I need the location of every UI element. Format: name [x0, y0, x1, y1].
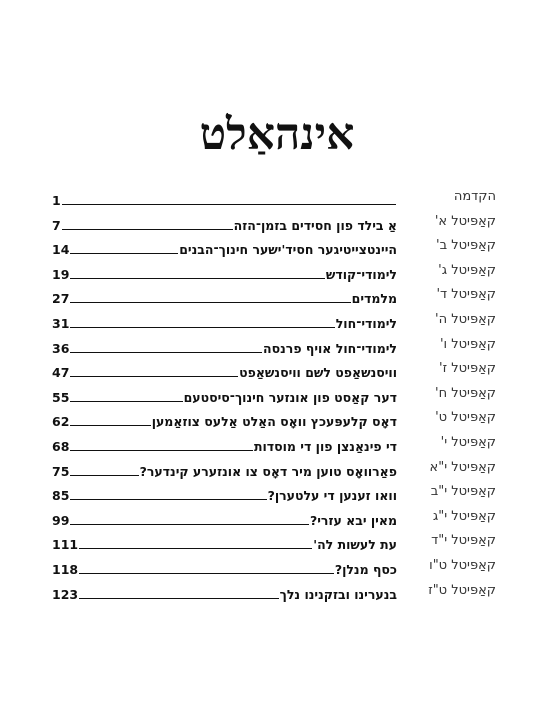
toc-entry-title: מלמדים: [351, 291, 397, 307]
toc-entry: [52, 386, 397, 406]
toc-row: [0, 238, 554, 258]
toc-leader-line: [70, 302, 350, 303]
toc-chapter-label: קאַפּיטל ט': [435, 410, 496, 426]
toc-page-number: 14: [52, 242, 70, 258]
toc-leader-line: [79, 598, 279, 599]
toc-leader-line: [79, 573, 334, 574]
toc-entry-title: לימודי־חול אויף פרנסה: [263, 340, 397, 356]
toc-entry-title: וויסנשאַפט לשם וויסנשאַפט: [239, 365, 397, 381]
toc-chapter-label: קאַפּיטל י"ב: [430, 484, 496, 500]
toc-entry-title: מאין יבא עזרי?: [309, 512, 397, 528]
toc-entry-title: די פינאַנצן פון די מוסדות: [253, 439, 397, 454]
toc-row: [0, 435, 554, 455]
toc-row: [0, 533, 554, 553]
toc-page-number: 27: [52, 291, 70, 307]
toc-chapter-label: קאַפּיטל י"ג: [432, 508, 496, 524]
toc-row: [0, 484, 554, 504]
toc-entry: [52, 583, 397, 603]
toc-leader-line: [62, 229, 233, 230]
toc-entry: [52, 263, 397, 283]
toc-entry-title: לימודי־חול: [335, 316, 397, 331]
toc-entry: [52, 558, 397, 578]
toc-chapter-label: קאַפּיטל ב': [436, 238, 496, 254]
toc-page-number: 47: [52, 365, 70, 381]
toc-entry-title: דער קאַסט פון אונזער חינוך־סיסטעם: [183, 389, 397, 405]
toc-row: [0, 214, 554, 234]
toc-entry: [52, 312, 397, 332]
page-title: אינהאַלט: [199, 109, 355, 161]
toc-leader-line: [70, 352, 262, 353]
toc-chapter-label: קאַפּיטל ו': [439, 336, 496, 352]
toc-leader-line: [70, 278, 324, 279]
toc-entry: [52, 287, 397, 307]
toc-page-number: 111: [52, 537, 79, 553]
toc-entry-title: דאָס קלעפּעכץ וואָס האַלט אַלעס צוזאַמען: [151, 414, 397, 430]
toc-leader-line: [70, 499, 266, 500]
toc-page-number: 31: [52, 316, 70, 331]
toc-chapter-label: קאַפּיטל י"ד: [431, 533, 496, 549]
toc-leader-line: [70, 450, 253, 451]
toc-chapter-label: הקדמה: [453, 189, 496, 204]
toc-entry: [52, 214, 397, 234]
toc-row: [0, 558, 554, 578]
toc-entry: [52, 533, 397, 553]
toc-entry-title: היינטצייטיגער חסיד'ישער חינוך־הבנים: [179, 242, 397, 258]
toc-entry: [52, 189, 397, 209]
toc-page-number: 75: [52, 463, 70, 479]
toc-chapter-label: קאַפּיטל ט"ז: [428, 582, 496, 598]
toc-chapter-label: קאַפּיטל א': [434, 213, 496, 229]
toc-leader-line: [70, 401, 182, 402]
toc-entry-title: עת לעשות לה': [313, 537, 397, 553]
toc-leader-line: [70, 253, 178, 254]
toc-leader-line: [79, 548, 312, 549]
toc-chapter-label: קאַפּיטל י': [440, 435, 496, 450]
toc-leader-line: [70, 475, 138, 476]
toc-entry-title: וואו זענען די עלטערן?: [267, 488, 397, 504]
toc-row: [0, 287, 554, 307]
toc-entry: [52, 410, 397, 430]
toc-entry: [52, 337, 397, 357]
toc-leader-line: [70, 327, 334, 328]
toc-page-number: 118: [52, 562, 79, 577]
toc-entry-title: כסף מנלן?: [334, 562, 397, 577]
toc-leader-line: [62, 204, 396, 205]
toc-entry: [52, 460, 397, 480]
toc-page-number: 123: [52, 586, 79, 602]
toc-page-number: 55: [52, 389, 70, 405]
toc-row: [0, 337, 554, 357]
toc-chapter-label: קאַפּיטל ט"ו: [429, 558, 496, 573]
toc-page-number: 68: [52, 439, 70, 454]
toc-chapter-label: קאַפּיטל ז': [439, 361, 496, 377]
toc-row: [0, 509, 554, 529]
toc-page-number: 62: [52, 414, 70, 430]
toc-row: [0, 361, 554, 381]
toc-page-number: 85: [52, 488, 70, 504]
toc-row: [0, 312, 554, 332]
toc-row: [0, 460, 554, 480]
toc-entry-title: בנערינו ובזקנינו נלך: [279, 586, 397, 602]
toc-page-number: 7: [52, 217, 61, 233]
toc-page-number: 1: [52, 193, 61, 208]
toc-row: [0, 386, 554, 406]
toc-row: [0, 189, 554, 209]
toc-entry: [52, 361, 397, 381]
toc-chapter-label: קאַפּיטל י"א: [429, 459, 496, 475]
toc-page-number: 99: [52, 512, 70, 528]
toc-entry: [52, 435, 397, 455]
toc-chapter-label: קאַפּיטל ג': [438, 262, 496, 278]
toc-entry: [52, 484, 397, 504]
toc-row: [0, 583, 554, 603]
toc-entry-title: לימודי־קודש: [325, 266, 397, 282]
toc-entry: [52, 238, 397, 258]
toc-leader-line: [70, 425, 150, 426]
toc-chapter-label: קאַפּיטל ה': [435, 312, 496, 327]
toc-entry-title: אַ בילד פון חסידים בזמן־הזה: [233, 217, 397, 233]
toc-leader-line: [70, 376, 238, 377]
toc-entry-title: פאַרוואָס טוען מיר דאָס צו אונזערע קינדער?: [139, 463, 397, 479]
toc-chapter-label: קאַפּיטל ד': [436, 287, 496, 303]
toc-page-number: 19: [52, 266, 70, 282]
toc-row: [0, 263, 554, 283]
toc-page-number: 36: [52, 340, 70, 356]
toc-leader-line: [70, 524, 309, 525]
toc-chapter-label: קאַפּיטל ח': [435, 385, 496, 401]
toc-entry: [52, 509, 397, 529]
toc-row: [0, 410, 554, 430]
